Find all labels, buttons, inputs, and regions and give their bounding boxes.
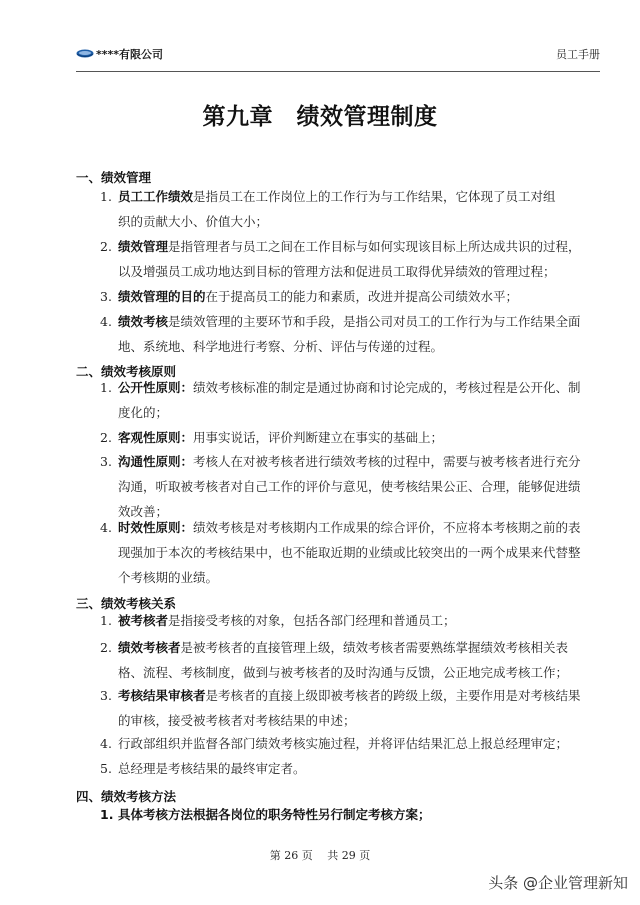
item-number: 3. — [100, 289, 112, 304]
item-term: 时效性原则： — [118, 520, 194, 535]
item-number: 2. — [100, 430, 112, 445]
item-number: 4. — [100, 520, 112, 535]
item-term: 绩效管理的目的 — [118, 289, 206, 304]
company-logo-icon — [76, 48, 94, 59]
item-term: 客观性原则： — [118, 430, 194, 445]
item-number: 2. — [100, 239, 112, 254]
item-text: 考核结果审核者是考核者的直接上级即被考核者的跨级上级，主要作用是对考核结果 的审核，接受被考核者对考核结果的申述； — [118, 688, 581, 728]
item-text: 绩效考核是绩效管理的主要环节和手段，是指公司对员工的工作行为与工作结果全面 地、系统地、科学地进行考察、分析、评估与传递的过程。 — [118, 314, 581, 354]
item-text: 员工工作绩效是指员工在工作岗位上的工作行为与工作结果，它体现了员工对组 织的贡献大小、价值大小； — [118, 189, 556, 229]
item-number: 2. — [100, 640, 112, 655]
section-heading: 二、绩效考核原则 — [76, 364, 177, 379]
item-number: 1. — [100, 613, 112, 628]
section-heading: 三、绩效考核关系 — [76, 596, 177, 611]
item-term: 被考核者 — [118, 613, 169, 628]
section-heading: 四、绩效考核方法 — [76, 789, 177, 804]
item-term: 沟通性原则： — [118, 454, 194, 469]
item-number: 4. — [100, 736, 112, 751]
item-term: 绩效考核 — [118, 314, 169, 329]
watermark: 头条 @企业管理新知 — [488, 874, 628, 892]
item-text: 行政部组织并监督各部门绩效考核实施过程，并将评估结果汇总上报总经理审定； — [118, 736, 569, 751]
item-number: 1. — [100, 380, 112, 395]
item-text: 沟通性原则：考核人在对被考核者进行绩效考核的过程中，需要与被考核者进行充分 沟通，听取被考核者对自己工作的评价与意见，使考核结果公正、合理，能够促进绩 效改善； — [118, 454, 581, 519]
item-text: 总经理是考核结果的最终审定者。 — [118, 761, 306, 776]
company-name: ****有限公司 — [96, 48, 164, 61]
item-term: 绩效管理 — [118, 239, 169, 254]
page-number: 第 26 页 共 29 页 — [269, 849, 371, 862]
item-number: 5. — [100, 761, 112, 776]
item-term: 绩效考核者 — [118, 640, 181, 655]
item-number: 3. — [100, 688, 112, 703]
item-number: 3. — [100, 454, 112, 469]
item-term: 公开性原则： — [118, 380, 194, 395]
section-heading: 一、绩效管理 — [76, 170, 152, 185]
page-header — [76, 44, 600, 72]
item-number: 1. — [100, 807, 114, 822]
item-text: 被考核者是指接受考核的对象，包括各部门经理和普通员工； — [118, 613, 456, 628]
item-term: 员工工作绩效 — [118, 189, 194, 204]
item-text: 公开性原则：绩效考核标准的制定是通过协商和讨论完成的，考核过程是公开化、制 度化的； — [118, 380, 581, 420]
item-text: 绩效考核者是被考核者的直接管理上级，绩效考核者需要熟练掌握绩效考核相关表 格、流程、考核制度，做到与被考核者的及时沟通与反馈，公正地完成考核工作； — [118, 640, 569, 680]
item-number: 4. — [100, 314, 112, 329]
item-text: 绩效管理的目的在于提高员工的能力和素质，改进并提高公司绩效水平； — [118, 289, 519, 304]
item-text: 时效性原则：绩效考核是对考核期内工作成果的综合评价，不应将本考核期之前的表 现强加于本次的考核结果中，也不能取近期的业绩或比较突出的一两个成果来代替整 个考核期的业绩。 — [118, 520, 581, 585]
item-number: 1. — [100, 189, 112, 204]
chapter-title: 第九章 绩效管理制度 — [202, 104, 438, 130]
item-text: 绩效管理是指管理者与员工之间在工作目标与如何实现该目标上所达成共识的过程， 以及增强员工成功地达到目标的管理方法和促进员工取得优异绩效的管理过程； — [118, 239, 581, 279]
item-text: 具体考核方法根据各岗位的职务特性另行制定考核方案； — [118, 807, 431, 822]
handbook-label: 员工手册 — [556, 48, 600, 61]
item-term: 考核结果审核者 — [118, 688, 206, 703]
item-text: 客观性原则：用事实说话，评价判断建立在事实的基础上； — [118, 430, 444, 445]
